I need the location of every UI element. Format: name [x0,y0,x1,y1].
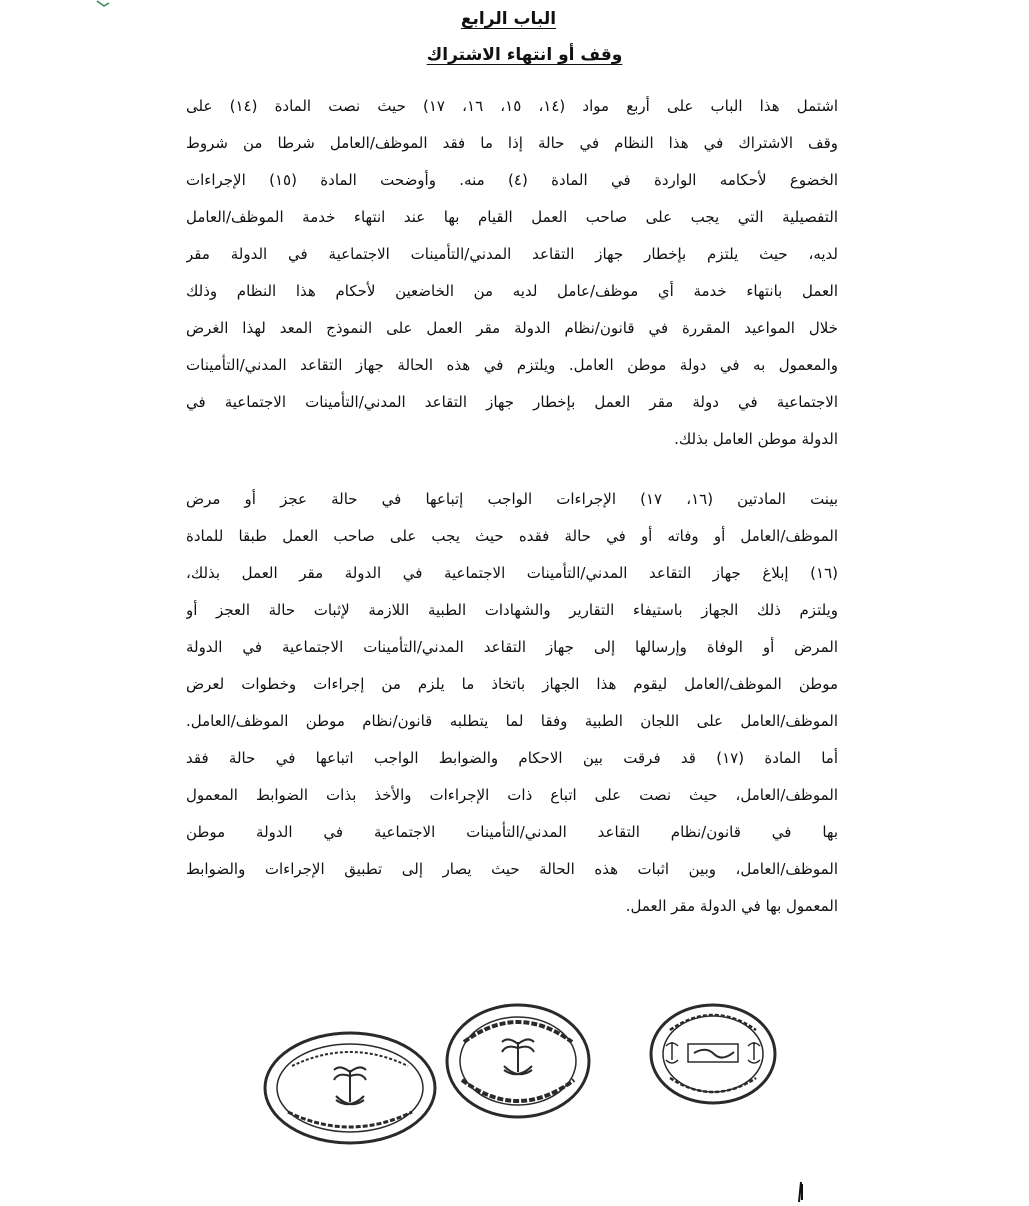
page-corner-mark [796,1180,806,1204]
paragraph-line: خلال المواعيد المقررة في قانون/نظام الدولة مقر العمل على النموذج المعد لهذا الغرض [186,319,838,337]
paragraph-line: اشتمل هذا الباب على أربع مواد (١٤، ١٥، ١٦، ١٧) حيث نصت المادة (١٤) على [186,97,838,115]
paragraph-line: لديه، حيث يلتزم بإخطار جهاز التقاعد المدني/التأمينات الاجتماعية في الدولة مقر [186,245,838,263]
paragraph-line: الاجتماعية في دولة مقر العمل بإخطار جهاز التقاعد المدني/التأمينات الاجتماعية في [186,393,838,411]
paragraph-line: العمل بانتهاء خدمة أي موظف/عامل لديه من الخاضعين لأحكام هذا النظام وذلك [186,282,838,300]
paragraph-line: الخضوع لأحكامه الواردة في المادة (٤) منه. وأوضحت المادة (١٥) الإجراءات [186,171,838,189]
paragraph-line: موطن الموظف/العامل ليقوم هذا الجهاز باتخاذ ما يلزم من إجراءات وخطوات لعرض [186,675,838,693]
paragraph-2 [186,481,838,925]
paragraph-line: وقف الاشتراك في هذا النظام في حالة إذا ما فقد الموظف/العامل شرطا من شروط [186,134,838,152]
paragraph-line: الدولة موطن العامل بذلك. [674,430,838,448]
paragraph-line: (١٦) إبلاغ جهاز التقاعد المدني/التأمينات الاجتماعية في الدولة مقر العمل بذلك، [186,564,838,582]
paragraph-line: والمعمول به في دولة موطن العامل. ويلتزم في هذه الحالة جهاز التقاعد المدني/التأمينات [186,356,838,374]
seal-general-secretariat [444,1002,592,1120]
paragraph-line: بها في قانون/نظام التقاعد المدني/التأمينات الاجتماعية في الدولة موطن [186,823,838,841]
paragraph-line: أما المادة (١٧) قد فرقت بين الاحكام والضوابط الواجب اتباعها في حالة فقد [186,749,838,767]
paragraph-line: بينت المادتين (١٦، ١٧) الإجراءات الواجب إتباعها في حالة عجز أو مرض [186,490,838,508]
paragraph-line: المرض أو الوفاة وإرسالها إلى جهاز التقاعد المدني/التأمينات الاجتماعية في الدولة [186,638,838,656]
paragraph-1 [186,88,838,458]
seal-experts-commission [262,1030,438,1146]
seal-council-presidency [648,1002,778,1106]
chapter-subtitle: وقف أو انتهاء الاشتراك [426,45,623,65]
paragraph-line: الموظف/العامل، وبين اثبات هذه الحالة حيث يصار إلى تطبيق الإجراءات والضوابط [186,860,838,878]
corner-tick-mark [96,0,110,8]
paragraph-line: التفصيلية التي يجب على صاحب العمل القيام بها عند انتهاء خدمة الموظف/العامل [186,208,838,226]
paragraph-line: ويلتزم ذلك الجهاز باستيفاء التقارير والشهادات الطبية اللازمة لإثبات حالة العجز أو [186,601,838,619]
chapter-title: الباب الرابع [460,9,557,29]
paragraph-line: الموظف/العامل، حيث نصت على اتباع ذات الإجراءات والأخذ بذات الضوابط المعمول [186,786,838,804]
paragraph-line: الموظف/العامل على اللجان الطبية وفقا لما يتطلبه قانون/نظام موطن الموظف/العامل. [186,712,838,730]
paragraph-line: المعمول بها في الدولة مقر العمل. [625,897,838,915]
paragraph-line: الموظف/العامل أو وفاته أو في حالة فقده حيث يجب على صاحب العمل طبقا للمادة [186,527,838,545]
